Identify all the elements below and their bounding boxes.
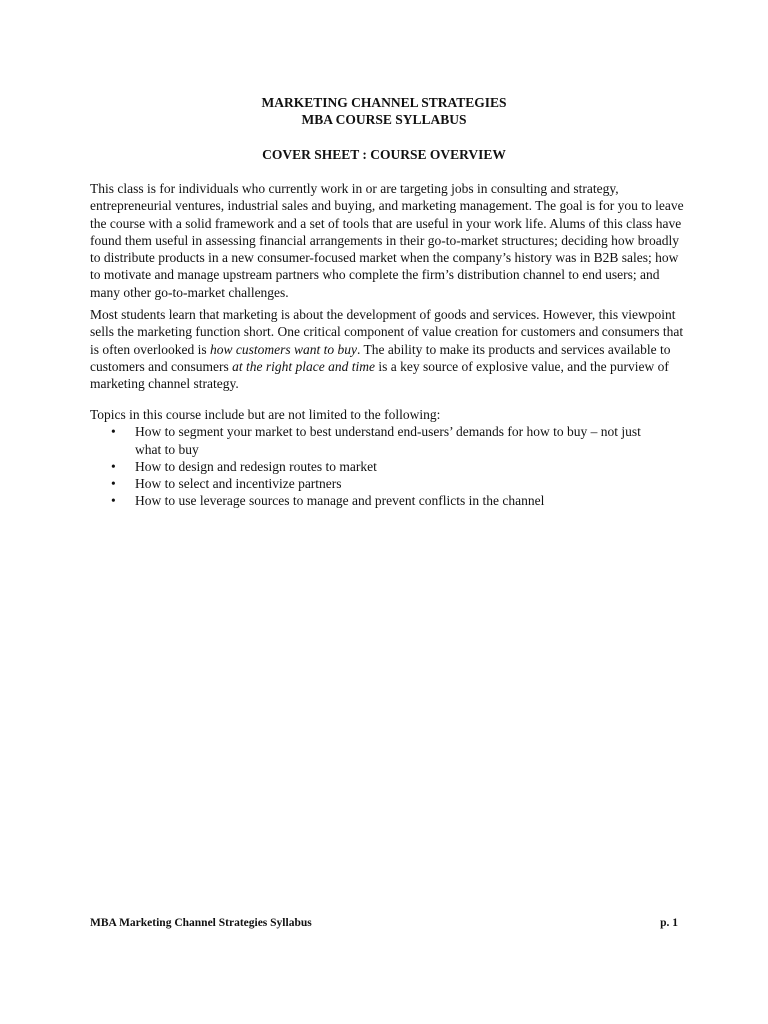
- paragraph-segment: . The ability to make its products and services available to customers and consumers: [90, 341, 671, 374]
- footer-title: MBA Marketing Channel Strategies Syllabus: [90, 917, 312, 929]
- page-number: p. 1: [660, 917, 678, 929]
- list-item: [90, 458, 670, 475]
- document-title: [0, 94, 768, 128]
- bullet-icon: •: [111, 493, 116, 509]
- paragraph-text: [90, 306, 690, 392]
- list-item: [90, 423, 670, 458]
- emphasis-text: how customers want to buy: [209, 341, 357, 357]
- overview-paragraph-2: [90, 306, 690, 392]
- section-title: COVER SHEET : COURSE OVERVIEW: [262, 147, 506, 162]
- list-item-text: How to segment your market to best understand end-users’ demands for how to buy – not just what to buy: [135, 424, 641, 457]
- list-item-text: How to design and redesign routes to market: [135, 458, 377, 474]
- topics-section: [90, 406, 690, 510]
- emphasis-text: at the right place and time: [232, 358, 375, 374]
- list-item-text: How to select and incentivize partners: [135, 476, 342, 492]
- list-item: [90, 492, 670, 509]
- list-item: [90, 475, 670, 492]
- paragraph-segment: is a key source of explosive value, and the purview of marketing channel strategy.: [90, 358, 669, 392]
- list-item-text: How to use leverage sources to manage and prevent conflicts in the channel: [135, 493, 545, 509]
- bullet-icon: •: [111, 424, 116, 440]
- paragraph-segment: Most students learn that marketing is about the development of goods and services. However, this viewpoint sells the marketing function short. One critical component of value creation for customers and consumers that is often overlooked is: [90, 307, 684, 357]
- bullet-icon: •: [111, 476, 116, 492]
- title-line-2: MBA COURSE SYLLABUS: [301, 112, 467, 127]
- bullet-icon: •: [111, 458, 116, 474]
- overview-paragraph-1: [90, 180, 690, 301]
- title-line-1: MARKETING CHANNEL STRATEGIES: [261, 95, 507, 110]
- topics-list: [90, 423, 690, 509]
- paragraph-text: This class is for individuals who currently work in or are targeting jobs in consulting and strategy, entrepreneurial ventures, industrial sales and buying, and marketing management. The goal is for you to leave the course with a solid framework and a set of tools that are useful in your work life. Alums of this class have found them useful in assessing financial arrangements in their go-to-market structures; deciding how broadly to distribute products in a new consumer-focused market when the company’s history was in B2B sales; how to motivate and manage upstream partners who complete the firm’s distribution channel to end users; and many other go-to-market challenges.: [90, 181, 684, 300]
- topics-intro: Topics in this course include but are not limited to the following:: [90, 407, 441, 422]
